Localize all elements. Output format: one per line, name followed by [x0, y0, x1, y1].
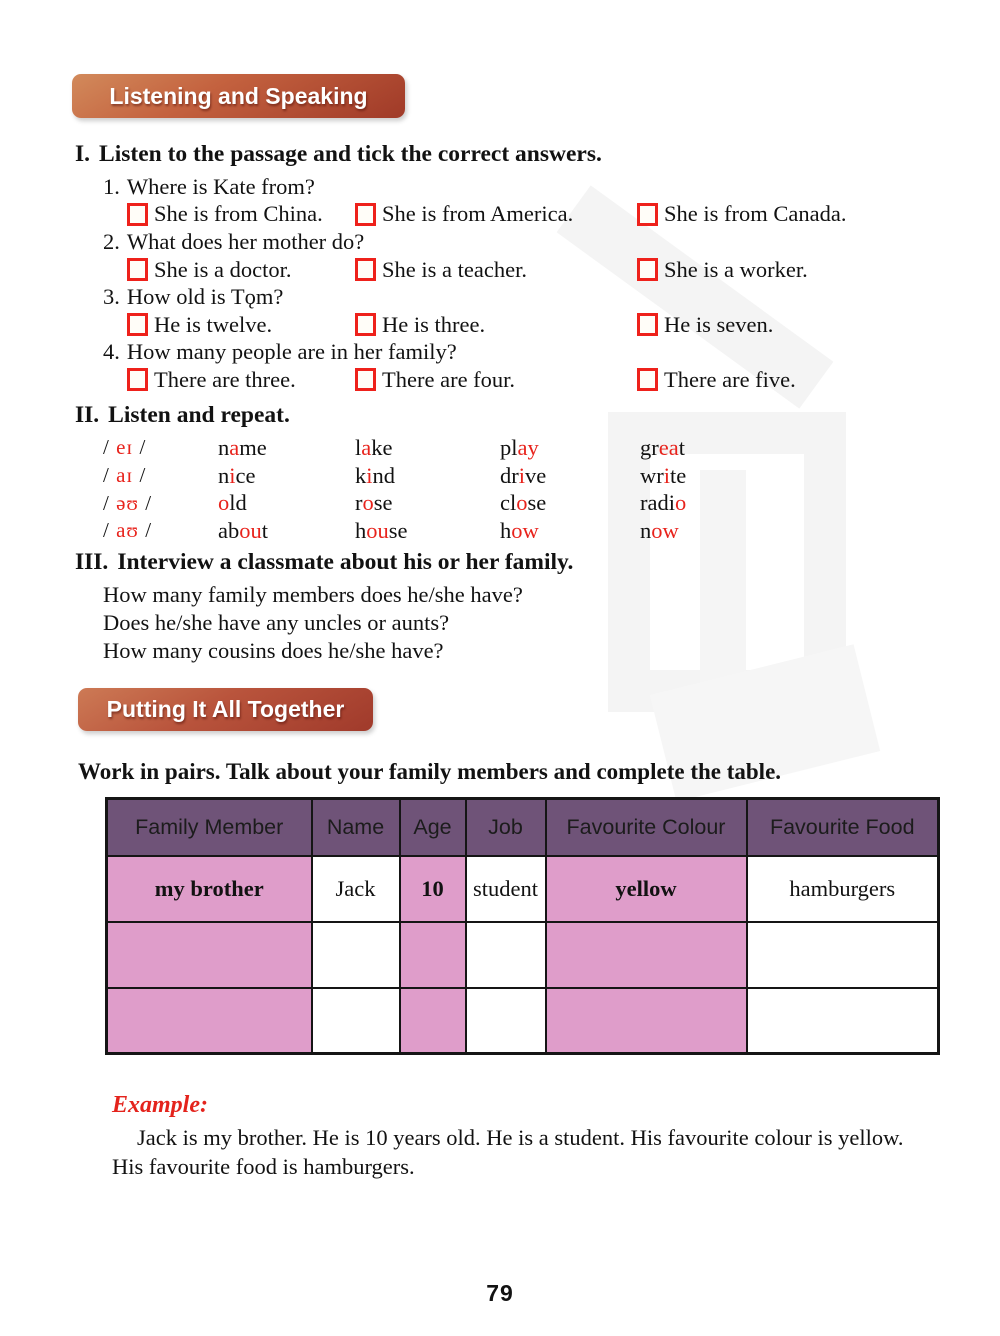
question-1: 1. Where is Kate from? — [103, 173, 315, 199]
practice-word: how — [500, 517, 539, 543]
work-in-pairs-instruction: Work in pairs. Talk about your family members and complete the table. — [78, 759, 782, 784]
option-label: He is twelve. — [154, 311, 273, 337]
section-title: Listen to the passage and tick the correct answers. — [99, 141, 602, 167]
column-header-favourite-colour: Favourite Colour — [546, 799, 747, 856]
answer-option — [355, 257, 637, 283]
table-row — [107, 856, 939, 922]
option-label: He is seven. — [664, 311, 774, 337]
practice-word: rose — [355, 490, 393, 516]
cell-job — [466, 922, 546, 988]
answer-option — [355, 312, 637, 338]
phoneme-symbol: / aɪ / — [103, 463, 147, 488]
checkbox[interactable] — [127, 258, 148, 281]
option-label: She is a doctor. — [154, 256, 292, 282]
question-2: 2. What does her mother do? — [103, 228, 365, 254]
phoneme-row-ei — [75, 434, 955, 462]
question-3-options — [75, 311, 955, 339]
answer-option — [355, 201, 637, 227]
cell-favourite-colour — [546, 922, 747, 988]
practice-word: old — [218, 490, 247, 516]
checkbox[interactable] — [637, 203, 658, 226]
practice-word: write — [640, 462, 687, 488]
question-3: 3. How old is Tǫm? — [103, 284, 284, 310]
cell-family-member — [107, 922, 312, 988]
banner-label: Putting It All Together — [106, 696, 345, 722]
table-row — [107, 922, 939, 988]
practice-word: kind — [355, 462, 396, 488]
answer-option — [637, 367, 796, 393]
column-header-favourite-food: Favourite Food — [747, 799, 939, 856]
checkbox[interactable] — [127, 368, 148, 391]
answer-option — [127, 312, 355, 338]
cell-favourite-food: hamburgers — [747, 856, 939, 922]
table-header-row — [107, 799, 939, 856]
checkbox[interactable] — [355, 313, 376, 336]
cell-family-member — [107, 988, 312, 1054]
practice-word: close — [500, 490, 547, 516]
cell-favourite-colour: yellow — [546, 856, 747, 922]
option-label: She is from America. — [382, 201, 574, 227]
page-number: 79 — [486, 1280, 514, 1306]
checkbox[interactable] — [637, 258, 658, 281]
cell-name — [312, 922, 400, 988]
example-text: Jack is my brother. He is 10 years old. He is a student. His favourite colour is yellow. His favourite food is hamburgers. — [112, 1125, 904, 1179]
option-label: There are four. — [382, 366, 516, 392]
answer-option — [637, 312, 773, 338]
table-row — [107, 988, 939, 1054]
checkbox[interactable] — [637, 368, 658, 391]
example-label: Example: — [112, 1092, 208, 1118]
question-text: How many people are in her family? — [126, 339, 457, 365]
phoneme-row-ou — [75, 489, 955, 517]
section-title: Listen and repeat. — [108, 402, 290, 428]
section-title: Interview a classmate about his or her family. — [117, 549, 574, 575]
interview-question: How many cousins does he/she have? — [103, 638, 444, 663]
checkbox[interactable] — [637, 313, 658, 336]
phoneme-symbol: / eɪ / — [103, 435, 147, 460]
cell-age: 10 — [400, 856, 466, 922]
column-header-age: Age — [400, 799, 466, 856]
phoneme-row-ai — [75, 462, 955, 490]
section-listen-and-repeat — [75, 401, 955, 545]
checkbox[interactable] — [355, 368, 376, 391]
phoneme-row-au — [75, 517, 955, 545]
checkbox[interactable] — [127, 203, 148, 226]
section-numeral: I. — [75, 141, 91, 167]
section-3-heading — [75, 548, 955, 576]
section-numeral: II. — [75, 402, 100, 428]
question-4-options — [75, 366, 955, 394]
cell-favourite-food — [747, 988, 939, 1054]
practice-word: radio — [640, 490, 687, 516]
column-header-family-member: Family Member — [107, 799, 312, 856]
cell-age — [400, 922, 466, 988]
question-text: Where is Kate from? — [126, 173, 315, 199]
option-label: She is a worker. — [664, 256, 808, 282]
answer-option — [127, 367, 355, 393]
question-1-options — [75, 201, 955, 229]
column-header-job: Job — [466, 799, 546, 856]
question-2-options — [75, 256, 955, 284]
family-table — [105, 797, 940, 1055]
banner-listening-and-speaking — [72, 74, 405, 118]
cell-age — [400, 988, 466, 1054]
phoneme-symbol: / əʊ / — [103, 490, 153, 515]
section-interview-classmate — [75, 548, 955, 665]
practice-word: lake — [355, 434, 393, 460]
question-text: How old is Tǫm? — [126, 284, 284, 310]
cell-job: student — [466, 856, 546, 922]
practice-word: nice — [218, 462, 256, 488]
banner-label: Listening and Speaking — [109, 82, 368, 109]
practice-word: house — [355, 517, 408, 543]
answer-option — [127, 257, 355, 283]
interview-question: Does he/she have any uncles or aunts? — [103, 610, 450, 635]
answer-option — [355, 367, 637, 393]
option-label: She is from China. — [154, 201, 323, 227]
section-2-heading — [75, 401, 955, 429]
question-4: 4. How many people are in her family? — [103, 339, 457, 365]
answer-option — [637, 257, 808, 283]
checkbox[interactable] — [127, 313, 148, 336]
checkbox[interactable] — [355, 258, 376, 281]
option-label: She is a teacher. — [382, 256, 527, 282]
example-block — [112, 1091, 922, 1181]
question-text: What does her mother do? — [126, 228, 365, 254]
practice-word: great — [640, 434, 685, 460]
practice-word: play — [500, 434, 539, 460]
section-numeral: III. — [75, 549, 109, 575]
cell-favourite-colour — [546, 988, 747, 1054]
cell-name: Jack — [312, 856, 400, 922]
phoneme-symbol: / aʊ / — [103, 518, 153, 543]
practice-word: about — [218, 517, 269, 543]
option-label: There are five. — [664, 366, 796, 392]
practice-word: name — [218, 434, 267, 460]
banner-putting-it-all-together — [78, 688, 373, 731]
checkbox[interactable] — [355, 203, 376, 226]
cell-job — [466, 988, 546, 1054]
column-header-name: Name — [312, 799, 400, 856]
interview-question: How many family members does he/she have? — [103, 582, 523, 607]
practice-word: drive — [500, 462, 547, 488]
option-label: She is from Canada. — [664, 201, 847, 227]
section-listen-and-tick — [75, 140, 955, 394]
answer-option — [127, 201, 355, 227]
answer-option — [637, 201, 846, 227]
option-label: There are three. — [154, 366, 296, 392]
cell-name — [312, 988, 400, 1054]
practice-word: now — [640, 517, 679, 543]
option-label: He is three. — [382, 311, 486, 337]
cell-family-member: my brother — [107, 856, 312, 922]
section-1-heading — [75, 140, 955, 168]
cell-favourite-food — [747, 922, 939, 988]
